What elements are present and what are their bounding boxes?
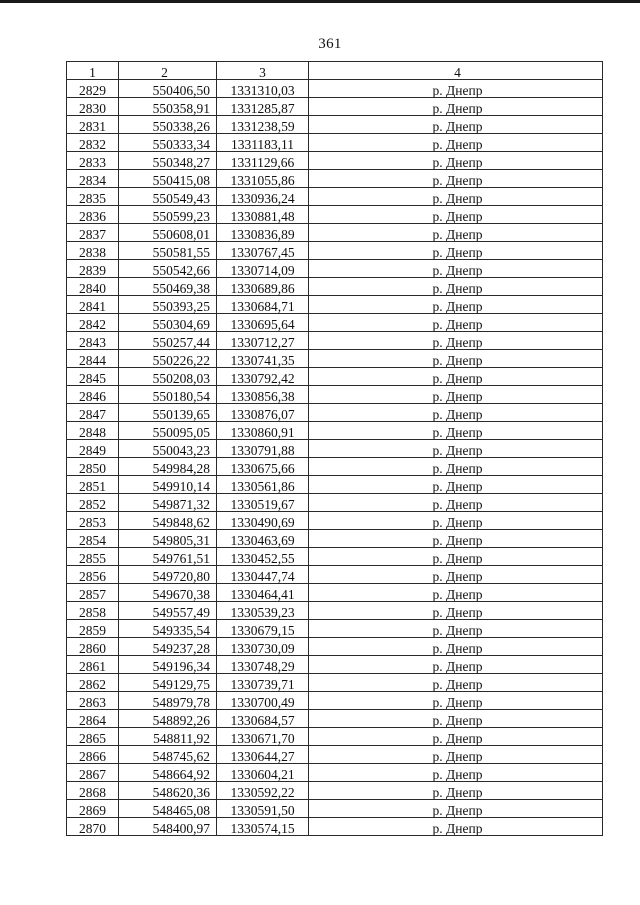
x-coordinate-cell: 550358,91 <box>119 98 217 116</box>
table-row <box>67 620 603 638</box>
x-coordinate-cell: 548892,26 <box>119 710 217 728</box>
row-number-cell: 2856 <box>67 566 119 584</box>
y-coordinate-cell: 1331183,11 <box>217 134 309 152</box>
y-coordinate-cell: 1331285,87 <box>217 98 309 116</box>
object-name-cell: р. Днепр <box>309 800 603 818</box>
y-coordinate-cell: 1330836,89 <box>217 224 309 242</box>
object-name-cell: р. Днепр <box>309 350 603 368</box>
x-coordinate-cell: 548745,62 <box>119 746 217 764</box>
table-row <box>67 440 603 458</box>
table-row <box>67 746 603 764</box>
row-number-cell: 2868 <box>67 782 119 800</box>
y-coordinate-cell: 1330730,09 <box>217 638 309 656</box>
object-name-cell: р. Днепр <box>309 746 603 764</box>
y-coordinate-cell: 1330712,27 <box>217 332 309 350</box>
object-name-cell: р. Днепр <box>309 116 603 134</box>
row-number-cell: 2839 <box>67 260 119 278</box>
object-name-cell: р. Днепр <box>309 584 603 602</box>
object-name-cell: р. Днепр <box>309 548 603 566</box>
row-number-cell: 2846 <box>67 386 119 404</box>
object-name-cell: р. Днепр <box>309 296 603 314</box>
table-row <box>67 458 603 476</box>
x-coordinate-cell: 550139,65 <box>119 404 217 422</box>
y-coordinate-cell: 1330684,57 <box>217 710 309 728</box>
row-number-cell: 2843 <box>67 332 119 350</box>
table-row <box>67 314 603 332</box>
x-coordinate-cell: 550338,26 <box>119 116 217 134</box>
x-coordinate-cell: 549871,32 <box>119 494 217 512</box>
y-coordinate-cell: 1330574,15 <box>217 818 309 836</box>
row-number-cell: 2833 <box>67 152 119 170</box>
y-coordinate-cell: 1330936,24 <box>217 188 309 206</box>
table-row <box>67 494 603 512</box>
page-number: 361 <box>318 36 342 52</box>
table-row <box>67 692 603 710</box>
x-coordinate-cell: 549910,14 <box>119 476 217 494</box>
object-name-cell: р. Днепр <box>309 566 603 584</box>
object-name-cell: р. Днепр <box>309 224 603 242</box>
table-row <box>67 98 603 116</box>
y-coordinate-cell: 1331129,66 <box>217 152 309 170</box>
table-row <box>67 278 603 296</box>
y-coordinate-cell: 1330464,41 <box>217 584 309 602</box>
x-coordinate-cell: 550333,34 <box>119 134 217 152</box>
object-name-cell: р. Днепр <box>309 512 603 530</box>
y-coordinate-cell: 1331310,03 <box>217 80 309 98</box>
object-name-cell: р. Днепр <box>309 152 603 170</box>
table-row <box>67 386 603 404</box>
y-coordinate-cell: 1330604,21 <box>217 764 309 782</box>
object-name-cell: р. Днепр <box>309 440 603 458</box>
row-number-cell: 2860 <box>67 638 119 656</box>
y-coordinate-cell: 1330447,74 <box>217 566 309 584</box>
object-name-cell: р. Днепр <box>309 494 603 512</box>
y-coordinate-cell: 1330700,49 <box>217 692 309 710</box>
x-coordinate-cell: 548400,97 <box>119 818 217 836</box>
y-coordinate-cell: 1330860,91 <box>217 422 309 440</box>
object-name-cell: р. Днепр <box>309 458 603 476</box>
x-coordinate-cell: 550348,27 <box>119 152 217 170</box>
x-coordinate-cell: 549335,54 <box>119 620 217 638</box>
y-coordinate-cell: 1330791,88 <box>217 440 309 458</box>
table-row <box>67 80 603 98</box>
table-row <box>67 152 603 170</box>
x-coordinate-cell: 549720,80 <box>119 566 217 584</box>
object-name-cell: р. Днепр <box>309 314 603 332</box>
row-number-cell: 2850 <box>67 458 119 476</box>
x-coordinate-cell: 550542,66 <box>119 260 217 278</box>
x-coordinate-cell: 550095,05 <box>119 422 217 440</box>
y-coordinate-cell: 1330684,71 <box>217 296 309 314</box>
y-coordinate-cell: 1330792,42 <box>217 368 309 386</box>
row-number-cell: 2866 <box>67 746 119 764</box>
object-name-cell: р. Днепр <box>309 728 603 746</box>
row-number-cell: 2861 <box>67 656 119 674</box>
row-number-cell: 2836 <box>67 206 119 224</box>
x-coordinate-cell: 550608,01 <box>119 224 217 242</box>
row-number-cell: 2858 <box>67 602 119 620</box>
object-name-cell: р. Днепр <box>309 638 603 656</box>
object-name-cell: р. Днепр <box>309 764 603 782</box>
object-name-cell: р. Днепр <box>309 170 603 188</box>
x-coordinate-cell: 549805,31 <box>119 530 217 548</box>
table-row <box>67 476 603 494</box>
x-coordinate-cell: 550257,44 <box>119 332 217 350</box>
row-number-cell: 2840 <box>67 278 119 296</box>
row-number-cell: 2832 <box>67 134 119 152</box>
row-number-cell: 2859 <box>67 620 119 638</box>
x-coordinate-cell: 548664,92 <box>119 764 217 782</box>
x-coordinate-cell: 549237,28 <box>119 638 217 656</box>
coordinates-table <box>66 61 603 836</box>
x-coordinate-cell: 549984,28 <box>119 458 217 476</box>
object-name-cell: р. Днепр <box>309 674 603 692</box>
y-coordinate-cell: 1330561,86 <box>217 476 309 494</box>
y-coordinate-cell: 1330539,23 <box>217 602 309 620</box>
row-number-cell: 2862 <box>67 674 119 692</box>
row-number-cell: 2857 <box>67 584 119 602</box>
row-number-cell: 2831 <box>67 116 119 134</box>
object-name-cell: р. Днепр <box>309 386 603 404</box>
table-row <box>67 782 603 800</box>
x-coordinate-cell: 549761,51 <box>119 548 217 566</box>
x-coordinate-cell: 550406,50 <box>119 80 217 98</box>
row-number-cell: 2865 <box>67 728 119 746</box>
y-coordinate-cell: 1330856,38 <box>217 386 309 404</box>
row-number-cell: 2830 <box>67 98 119 116</box>
object-name-cell: р. Днепр <box>309 80 603 98</box>
y-coordinate-cell: 1330452,55 <box>217 548 309 566</box>
row-number-cell: 2844 <box>67 350 119 368</box>
y-coordinate-cell: 1330463,69 <box>217 530 309 548</box>
x-coordinate-cell: 550226,22 <box>119 350 217 368</box>
table-row <box>67 422 603 440</box>
row-number-cell: 2842 <box>67 314 119 332</box>
table-row <box>67 710 603 728</box>
table-row <box>67 332 603 350</box>
row-number-cell: 2863 <box>67 692 119 710</box>
object-name-cell: р. Днепр <box>309 242 603 260</box>
x-coordinate-cell: 550393,25 <box>119 296 217 314</box>
header-col-3: 3 <box>217 62 309 80</box>
object-name-cell: р. Днепр <box>309 260 603 278</box>
row-number-cell: 2838 <box>67 242 119 260</box>
row-number-cell: 2834 <box>67 170 119 188</box>
x-coordinate-cell: 550415,08 <box>119 170 217 188</box>
row-number-cell: 2855 <box>67 548 119 566</box>
table-row <box>67 242 603 260</box>
x-coordinate-cell: 549670,38 <box>119 584 217 602</box>
row-number-cell: 2870 <box>67 818 119 836</box>
x-coordinate-cell: 549196,34 <box>119 656 217 674</box>
table-row <box>67 800 603 818</box>
row-number-cell: 2867 <box>67 764 119 782</box>
row-number-cell: 2852 <box>67 494 119 512</box>
object-name-cell: р. Днепр <box>309 134 603 152</box>
row-number-cell: 2835 <box>67 188 119 206</box>
header-col-2: 2 <box>119 62 217 80</box>
header-row <box>67 62 603 80</box>
table-row <box>67 764 603 782</box>
table-row <box>67 116 603 134</box>
header-col-1: 1 <box>67 62 119 80</box>
row-number-cell: 2847 <box>67 404 119 422</box>
x-coordinate-cell: 550549,43 <box>119 188 217 206</box>
row-number-cell: 2853 <box>67 512 119 530</box>
row-number-cell: 2869 <box>67 800 119 818</box>
y-coordinate-cell: 1330714,09 <box>217 260 309 278</box>
table-header <box>67 62 603 80</box>
x-coordinate-cell: 549557,49 <box>119 602 217 620</box>
table-row <box>67 134 603 152</box>
y-coordinate-cell: 1330689,86 <box>217 278 309 296</box>
object-name-cell: р. Днепр <box>309 278 603 296</box>
y-coordinate-cell: 1330739,71 <box>217 674 309 692</box>
table-row <box>67 728 603 746</box>
object-name-cell: р. Днепр <box>309 782 603 800</box>
x-coordinate-cell: 550043,23 <box>119 440 217 458</box>
table-body <box>67 80 603 836</box>
y-coordinate-cell: 1330679,15 <box>217 620 309 638</box>
y-coordinate-cell: 1330644,27 <box>217 746 309 764</box>
object-name-cell: р. Днепр <box>309 692 603 710</box>
x-coordinate-cell: 550581,55 <box>119 242 217 260</box>
x-coordinate-cell: 549848,62 <box>119 512 217 530</box>
y-coordinate-cell: 1330675,66 <box>217 458 309 476</box>
table-row <box>67 566 603 584</box>
row-number-cell: 2848 <box>67 422 119 440</box>
y-coordinate-cell: 1330591,50 <box>217 800 309 818</box>
object-name-cell: р. Днепр <box>309 818 603 836</box>
table-row <box>67 638 603 656</box>
object-name-cell: р. Днепр <box>309 404 603 422</box>
table-row <box>67 350 603 368</box>
y-coordinate-cell: 1330519,67 <box>217 494 309 512</box>
row-number-cell: 2841 <box>67 296 119 314</box>
x-coordinate-cell: 548811,92 <box>119 728 217 746</box>
x-coordinate-cell: 550180,54 <box>119 386 217 404</box>
y-coordinate-cell: 1330767,45 <box>217 242 309 260</box>
y-coordinate-cell: 1330881,48 <box>217 206 309 224</box>
table-row <box>67 530 603 548</box>
table-row <box>67 548 603 566</box>
object-name-cell: р. Днепр <box>309 476 603 494</box>
x-coordinate-cell: 548979,78 <box>119 692 217 710</box>
row-number-cell: 2829 <box>67 80 119 98</box>
table-row <box>67 584 603 602</box>
row-number-cell: 2849 <box>67 440 119 458</box>
table-row <box>67 188 603 206</box>
row-number-cell: 2845 <box>67 368 119 386</box>
y-coordinate-cell: 1330695,64 <box>217 314 309 332</box>
table-row <box>67 224 603 242</box>
table-row <box>67 206 603 224</box>
x-coordinate-cell: 550208,03 <box>119 368 217 386</box>
object-name-cell: р. Днепр <box>309 602 603 620</box>
y-coordinate-cell: 1331238,59 <box>217 116 309 134</box>
table-row <box>67 296 603 314</box>
y-coordinate-cell: 1330876,07 <box>217 404 309 422</box>
table-row <box>67 368 603 386</box>
y-coordinate-cell: 1330748,29 <box>217 656 309 674</box>
y-coordinate-cell: 1330592,22 <box>217 782 309 800</box>
x-coordinate-cell: 550304,69 <box>119 314 217 332</box>
object-name-cell: р. Днепр <box>309 620 603 638</box>
table-row <box>67 170 603 188</box>
object-name-cell: р. Днепр <box>309 530 603 548</box>
object-name-cell: р. Днепр <box>309 188 603 206</box>
header-col-4: 4 <box>309 62 603 80</box>
x-coordinate-cell: 548465,08 <box>119 800 217 818</box>
row-number-cell: 2837 <box>67 224 119 242</box>
x-coordinate-cell: 550599,23 <box>119 206 217 224</box>
object-name-cell: р. Днепр <box>309 656 603 674</box>
table-row <box>67 260 603 278</box>
table-row <box>67 404 603 422</box>
row-number-cell: 2864 <box>67 710 119 728</box>
y-coordinate-cell: 1331055,86 <box>217 170 309 188</box>
object-name-cell: р. Днепр <box>309 710 603 728</box>
object-name-cell: р. Днепр <box>309 98 603 116</box>
row-number-cell: 2854 <box>67 530 119 548</box>
table-row <box>67 512 603 530</box>
x-coordinate-cell: 549129,75 <box>119 674 217 692</box>
scan-top-border <box>0 0 640 3</box>
y-coordinate-cell: 1330490,69 <box>217 512 309 530</box>
table-row <box>67 818 603 836</box>
y-coordinate-cell: 1330741,35 <box>217 350 309 368</box>
object-name-cell: р. Днепр <box>309 422 603 440</box>
x-coordinate-cell: 548620,36 <box>119 782 217 800</box>
y-coordinate-cell: 1330671,70 <box>217 728 309 746</box>
table-row <box>67 602 603 620</box>
x-coordinate-cell: 550469,38 <box>119 278 217 296</box>
object-name-cell: р. Днепр <box>309 368 603 386</box>
row-number-cell: 2851 <box>67 476 119 494</box>
table-row <box>67 674 603 692</box>
table-row <box>67 656 603 674</box>
object-name-cell: р. Днепр <box>309 206 603 224</box>
object-name-cell: р. Днепр <box>309 332 603 350</box>
